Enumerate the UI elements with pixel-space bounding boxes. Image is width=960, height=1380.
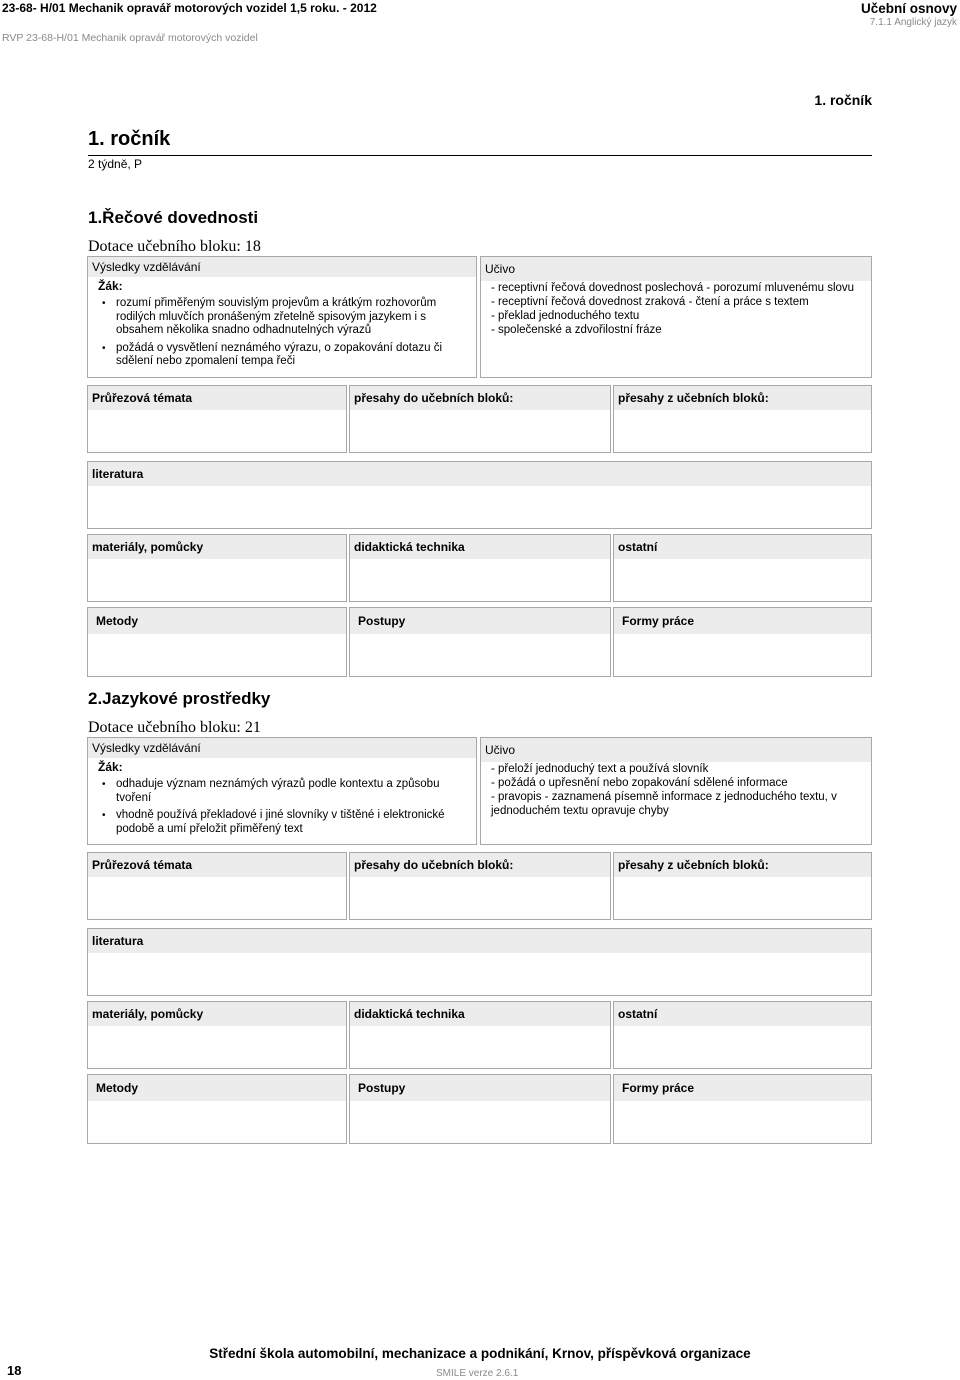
methods-label: Metody [88,1075,346,1101]
section-allocation: Dotace učebního bloku: 18 [88,238,261,255]
materials-box [87,1001,347,1069]
divider [88,155,872,156]
list-item: • požádá o vysvětlení neznámého výrazu, o zopakování dotazu či sdělení nebo zpomalení tempa řeči [116,342,476,369]
work-forms-label: Formy práce [614,608,871,634]
literature-box [87,461,872,529]
list-item: • vhodně používá překladové i jiné slovníky v tištěné i elektronické podobě a umí přeložit přiměřený text [116,809,476,836]
curriculum-content [481,762,871,818]
methods-box [87,1074,347,1144]
list-item: - přeloží jednoduchý text a používá slovník [491,763,709,775]
student-label: Žák: [98,760,123,774]
curriculum-content [481,281,871,337]
procedures-box [349,607,611,677]
document-type: Učební osnovy [860,1,957,16]
list-item: • rozumí přiměřeným souvislým projevům a krátkým rozhovorům rodilých mluvčích pronášeným zřetelně spisovým jazykem i s obsahem několika snadno odhadnutelných výrazů [116,297,476,338]
list-item: • odhaduje význam neznámých výrazů podle kontextu a způsobu tvoření [116,778,476,805]
outcomes-header: Výsledky vzdělávání [88,257,476,277]
list-item: - receptivní řečová dovednost zraková - čtení a práce s textem [491,296,809,308]
document-subtitle: RVP 23-68-H/01 Mechanik opravář motorových vozidel [2,32,258,44]
other-label: ostatní [614,535,871,559]
didactic-tech-label: didaktická technika [350,535,610,559]
school-name: Střední škola automobilní, mechanizace a podnikání, Krnov, příspěvková organizace [209,1346,751,1361]
section-title: 1.Řečové dovednosti [88,208,259,227]
overlaps-to-label: přesahy do učebních bloků: [350,853,610,877]
procedures-label: Postupy [350,1075,610,1101]
software-version: SMILE verze 2.6.1 [436,1368,519,1379]
curriculum-header: Učivo [481,257,871,281]
overlaps-to-box [349,385,611,453]
cross-topics-label: Průřezová témata [88,386,346,410]
grade-hours: 2 týdně, P [88,157,143,171]
list-item: - překlad jednoduchého textu [491,310,640,322]
didactic-tech-label: didaktická technika [350,1002,610,1026]
outcomes-list [88,297,476,369]
methods-label: Metody [88,608,346,634]
work-forms-label: Formy práce [614,1075,871,1101]
list-item: - společenské a zdvořilostní fráze [491,324,662,336]
list-item: - pravopis - zaznamená písemně informace z jednoduchého textu, v jednoduchém textu opravuje chyby [491,791,837,817]
outcomes-box [87,256,477,378]
outcomes-box [87,737,477,845]
cross-topics-box [87,852,347,920]
procedures-label: Postupy [350,608,610,634]
methods-box [87,607,347,677]
section-allocation: Dotace učebního bloku: 21 [88,719,261,736]
student-label: Žák: [98,279,123,293]
curriculum-box [480,737,872,845]
work-forms-box [613,607,872,677]
other-box [613,1001,872,1069]
other-box [613,534,872,602]
grade-title: 1. ročník [88,128,171,150]
outcomes-list [88,778,476,836]
materials-label: materiály, pomůcky [88,535,346,559]
other-label: ostatní [614,1002,871,1026]
literature-label: literatura [88,462,871,486]
curriculum-header: Učivo [481,738,871,762]
cross-topics-box [87,385,347,453]
subject-label: 7.1.1 Anglický jazyk [869,17,957,28]
outcomes-header: Výsledky vzdělávání [88,738,476,758]
materials-label: materiály, pomůcky [88,1002,346,1026]
overlaps-from-box [613,852,872,920]
procedures-box [349,1074,611,1144]
materials-box [87,534,347,602]
curriculum-box [480,256,872,378]
didactic-tech-box [349,1001,611,1069]
literature-box [87,928,872,996]
section-title: 2.Jazykové prostředky [88,689,271,708]
grade-right-label: 1. ročník [814,92,872,108]
overlaps-from-label: přesahy z učebních bloků: [614,853,871,877]
cross-topics-label: Průřezová témata [88,853,346,877]
literature-label: literatura [88,929,871,953]
page-number: 18 [7,1363,22,1378]
list-item: - požádá o upřesnění nebo zopakování sdělené informace [491,777,788,789]
work-forms-box [613,1074,872,1144]
overlaps-to-label: přesahy do učebních bloků: [350,386,610,410]
overlaps-to-box [349,852,611,920]
document-title: 23-68- H/01 Mechanik opravář motorových vozidel 1,5 roku. - 2012 [2,1,377,15]
overlaps-from-box [613,385,872,453]
didactic-tech-box [349,534,611,602]
overlaps-from-label: přesahy z učebních bloků: [614,386,871,410]
list-item: - receptivní řečová dovednost poslechová - porozumí mluvenému slovu [491,282,855,294]
